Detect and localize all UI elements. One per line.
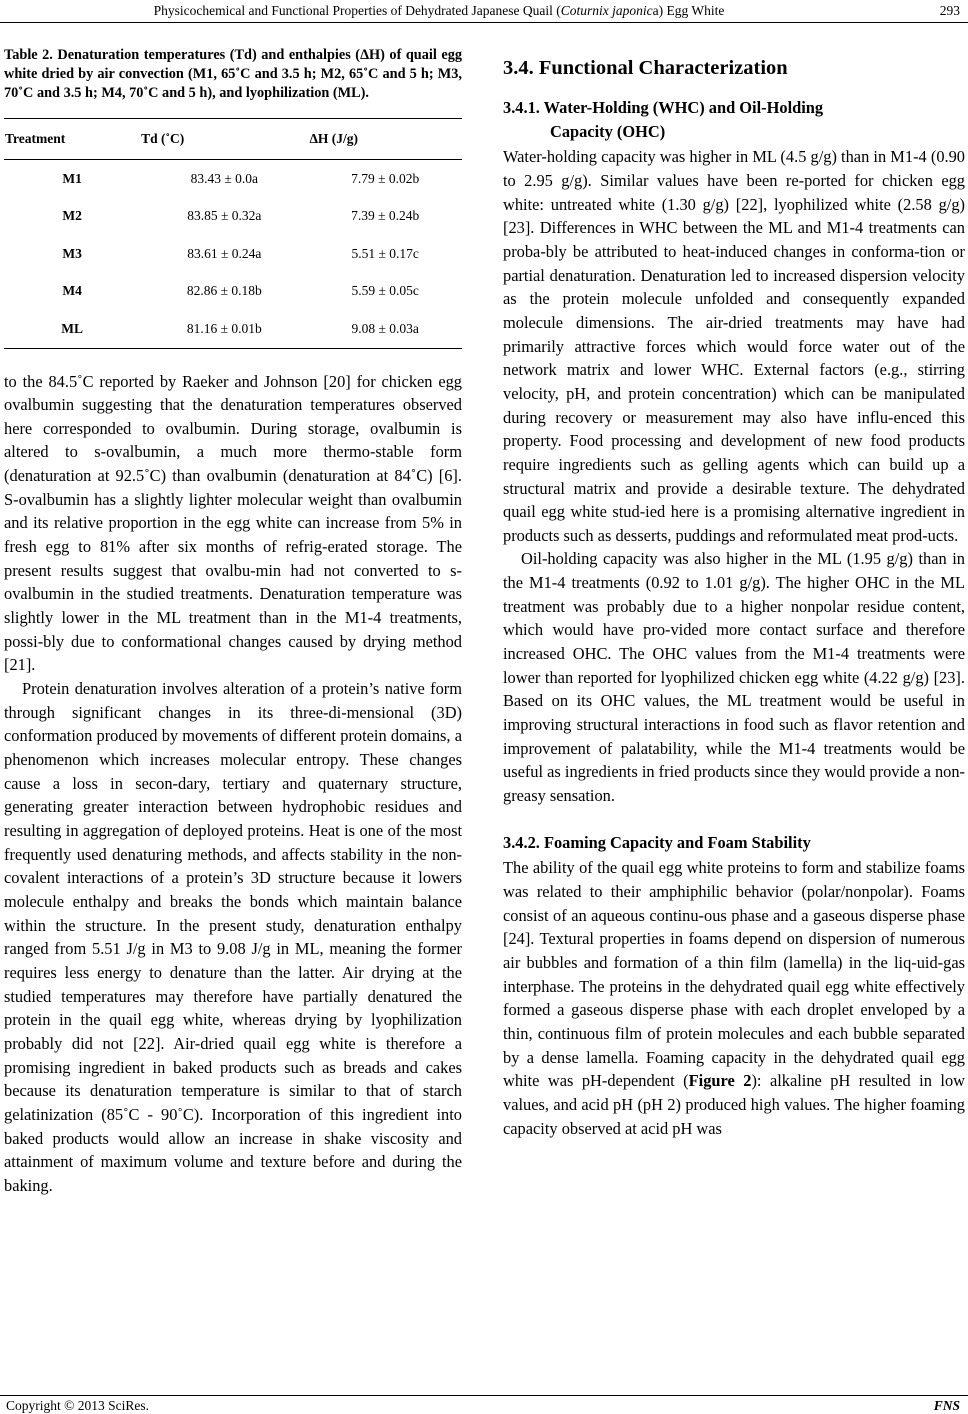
body-paragraph: Oil-holding capacity was also higher in the ML (1.95 g/g) than in the M1-4 treatments (0.92 to 1.01 g/g). The higher OHC in the ML treatment was probably due to a higher nonpolar residue content, which would have pro-vided more contact surface and therefore increased OHC. The OHC values from the M1-4 treatments were lower than reported for lyophilized chicken egg white (4.22 g/g) [23]. Based on its OHC values, the ML treatment would be useful in improving structural interactions in food such as flavor retention and improvement of palatability, while the M1-4 treatments would be useful as ingredients in fried products since they would provide a non-greasy sensation. [503,549,966,806]
footer-rule [0,1395,968,1396]
table-header-cell: ΔH (J/g) [308,119,462,160]
page-footer [0,1395,968,1414]
copyright-notice: Copyright © 2013 SciRes. [6,1398,150,1413]
table-cell: 82.86 ± 0.18b [186,283,262,299]
table-cell: ML [4,310,140,348]
running-title-part: a) Egg White [652,3,725,18]
figure-reference: Figure 2 [688,1071,752,1091]
running-header [0,0,968,22]
right-column [503,46,965,1140]
table-cell: 83.43 ± 0.0a [190,170,258,186]
section-heading: 3.4. Functional Characterization [503,57,788,79]
body-paragraph: to the 84.5˚C reported by Raeker and Johnson [20] for chicken egg ovalbumin suggesting that the denaturation temperatures observed here corresponded to ovalbumin. During storage, ovalbumin is altered to s-ovalbumin, a much more thermo-stable form (denaturation at 92.5˚C) than ovalbumin (denaturation at 84˚C) [6]. S-ovalbumin has a slightly lighter molecular weight than ovalbumin and its relative proportion in the egg white can increase from 5% in fresh egg to 81% after six months of refrig-erated storage. The present results suggest that ovalbu-min had not converted to s-ovalbumin in the studied treatments. Denaturation temperature was slightly lower in the ML treatment than in the M1-4 treatments, possi-bly due to conformational changes caused by drying method [21]. [4,371,462,675]
body-paragraph [503,856,965,1140]
table-header-cell: Td (˚C) [140,119,308,160]
table-cell: 83.85 ± 0.32a [187,208,262,224]
body-text: The ability of the quail egg white proteins to form and stabilize foams was related to their amphiphilic behavior (polar/nonpolar). Foams consist of an aqueous continu-ous phase and a gaseous disperse phase [24]. Textural properties in foams depend on dispersion of numerous air bubbles and formation of a thin film (lamella) in the liq-uid-gas interphase. The proteins in the dehydrated quail egg white effectively formed a gaseous disperse phase with each droplet enveloped by a thin, continuous film of protein molecules and each bubble separated by a dense lamella. Foaming capacity in the dehydrated quail egg white was pH-dependent ( [503,858,965,1091]
table-cell: 5.59 ± 0.05c [351,283,419,299]
subsection-heading-line: 3.4.1. Water-Holding (WHC) and Oil-Holding [503,98,824,117]
header-rule [0,22,968,23]
body-paragraph: Protein denaturation involves alteration of a protein’s native form through significant changes in its three-di-mensional (3D) conformation produced by movements of different protein domains, a phenomenon which increases molecular entropy. These changes cause a loss in secon-dary, tertiary and quaternary structure, generating greater interaction between hydrophobic residues and resulting in aggregation of deployed proteins. Heat is one of the most frequently used denaturing methods, and affects stability in the non-covalent interactions of a protein’s 3D structure because it lowers molecule enthalpy and breaks the bonds which maintain balance within the structure. In the present study, denaturation enthalpy ranged from 5.51 J/g in M3 to 9.08 J/g in ML, meaning the former requires less energy to denature than the latter. Air drying at the studied temperatures may therefore have partially denatured the protein in the quail egg white, whereas drying by lyophilization probably did not [22]. Air-dried quail egg white is therefore a promising ingredient in baked products such as breads and cakes because its denaturation temperature is similar to that of starch gelatinization (85˚C - 90˚C). Incorporation of this ingredient into baked products would allow an increase in shake viscosity and attainment of maximum volume and texture before and during the baking. [4,679,462,1195]
table-header-cell: Treatment [4,119,140,160]
table-cell: M2 [62,208,82,224]
table-cell: 7.39 ± 0.24b [351,208,420,224]
table-cell: M4 [62,283,82,299]
body-paragraph: Water-holding capacity was higher in ML (4.5 g/g) than in M1-4 (0.90 to 2.95 g/g). Similar values have been re-ported for chicken egg white: untreated white (1.30 g/g) [22], lyophilized white (2.58 g/g) [23]. Differences in WHC between the ML and M1-4 treatments can proba-bly be attributed to heat-induced changes in conforma-tion or partial denaturation. Denaturation led to increased dispersion velocity as the protein molecule unfolded and consequently expanded molecule dimensions. The air-dried treatments may have had primarily attractive forces which would force water out of the network matrix and lower WHC. External factors (e.g., stirring velocity, pH, and protein concentration) which can be manipulated during recovery or measurement may also have influ-enced this property. Food processing and development of new food products require ingredients such as gelling agents which can build up a structural matrix and provide a desirable texture. The dehydrated quail egg white stud-ied here is a promising alternative ingredient in products such as desserts, puddings and reformulated meat prod-ucts. [503,147,965,545]
table-cell: M1 [62,170,82,186]
table-cell: 83.61 ± 0.24a [187,245,262,261]
subsection-heading-line: Capacity (OHC) [550,121,666,141]
table-cell: 7.79 ± 0.02b [351,170,420,186]
subsection-heading [503,96,965,143]
table-cell: M3 [62,245,82,261]
denaturation-table [4,118,462,349]
table-cell: 81.16 ± 0.01b [140,310,308,348]
table-row [4,273,462,311]
table-caption: Table 2. Denaturation temperatures (Td) and enthalpies (ΔH) of quail egg white dried by air convection (M1, 65˚C and 3.5 h; M2, 65˚C and 5 h; M3, 70˚C and 3.5 h; M4, 70˚C and 5 h), and lyophilization (ML). [4,47,462,101]
page-number: 293 [939,3,960,18]
table-cell: 9.08 ± 0.03a [308,310,462,348]
running-title [0,3,878,19]
table-row [4,235,462,273]
table-cell: 5.51 ± 0.17c [351,245,419,261]
table-row [4,198,462,236]
subsection-heading: 3.4.2. Foaming Capacity and Foam Stability [503,832,811,852]
table-row [4,160,462,198]
journal-abbrev: FNS [933,1398,960,1413]
left-column [4,46,462,1197]
table-header-row [4,119,462,160]
table-row [4,310,462,348]
body-text: ): alkaline pH resulted in low values, and acid pH (pH 2) produced high values. The higher foaming capacity observed at acid pH was [503,1071,965,1138]
running-title-part: Physicochemical and Functional Properties of Dehydrated Japanese Quail ( [153,3,561,18]
species-name: Coturnix japonic [560,3,653,18]
